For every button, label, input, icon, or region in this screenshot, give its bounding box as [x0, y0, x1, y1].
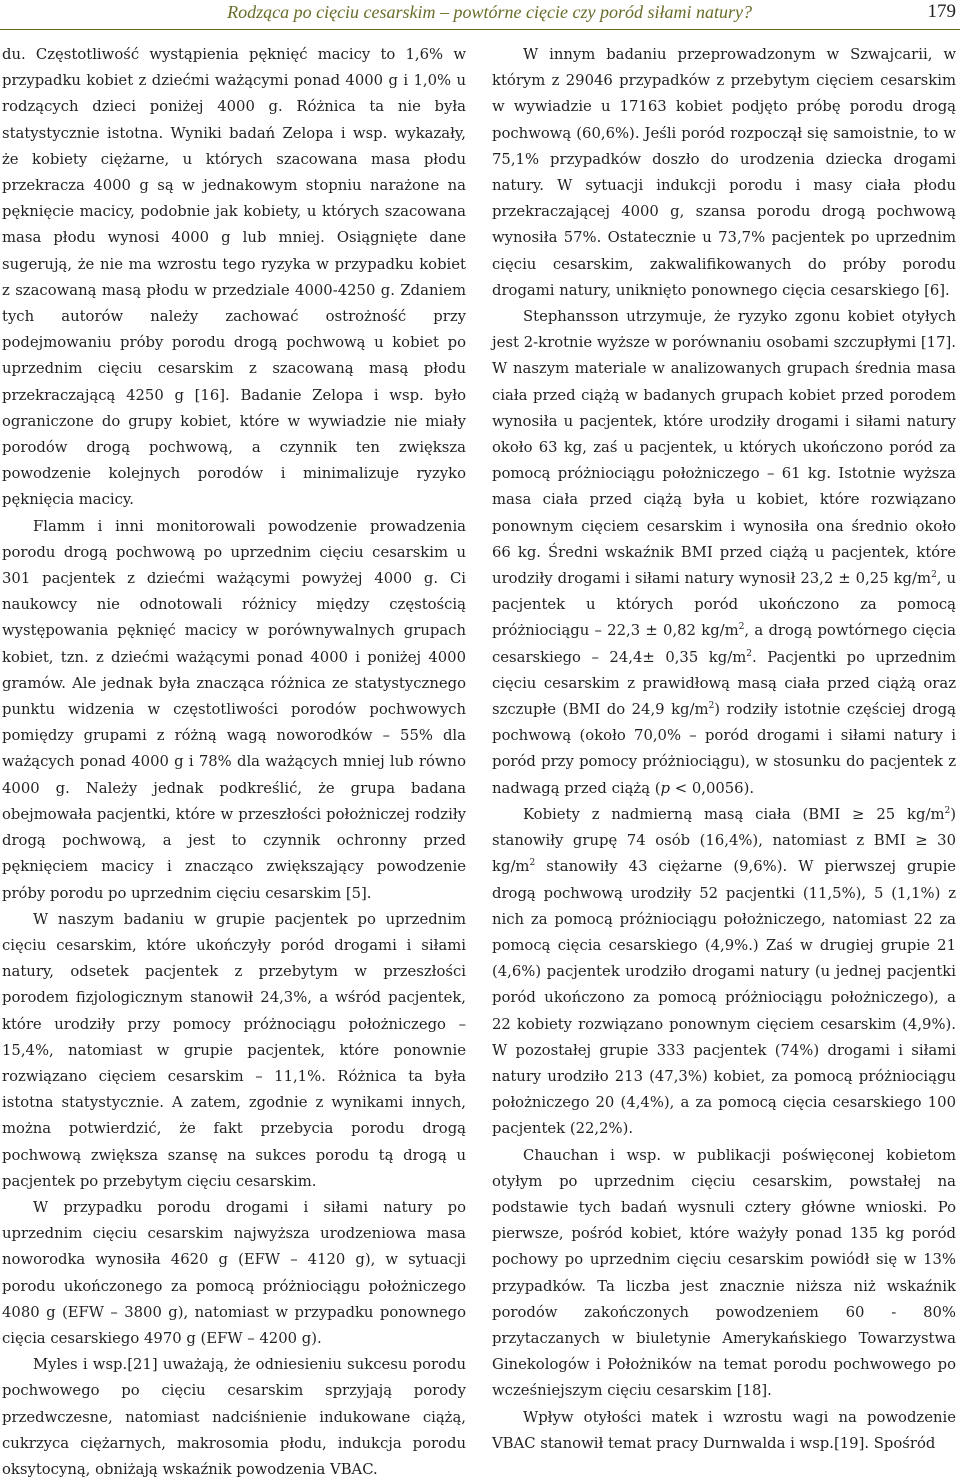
text-run: ) rodziły istotnie częściej drogą pochwową (około 70,0% – poród drogami i siłami natury i poród przy pomocy próżniociągu), w stosunku do pacjentek z nadwagą przed ciążą (	[492, 701, 956, 797]
paragraph-chauchan: Chauchan i wsp. w publikacji poświęconej kobietom otyłym po uprzednim cięciu cesarskim, powstałej na podstawie tych badań wysnuli cztery główne wnioski. Po pierwsze, pośród kobiet, które ważyły ponad 135 kg poród pochowy po uprzednim cięciu cesarskim powiódł się w 13% przypadków. Ta liczba jest znacznie niższa niż wskaźnik porodów zakończonych powodzeniem 60 - 80% przytaczanych w biuletynie Amerykańskiego Towarzystwa Ginekologów i Położników na temat porodu pochwowego po wcześniejszym cięciu cesarskim [18].	[492, 1146, 956, 1400]
superscript: 2	[931, 570, 937, 581]
page-number: 179	[927, 1, 956, 22]
text-run: Kobiety z nadmierną masą ciała (BMI ≥ 25 kg/m	[523, 805, 945, 823]
text-run: Stephansson utrzymuje, że ryzyko zgonu kobiet otyłych jest 2-krotnie wyższe w porównaniu osobami szczupłymi [17]. W naszym materiale w analizowanych grupach średnia masa ciała przed ciążą w badanych grupach kobiet przed porodem wynosiła u pacjentek, które urodziły drogami i siłami natury około 63 kg, zaś u pacjentek, u których ukończono poród za pomocą próżniociągu położniczego – 61 kg. Istotnie wyższa masa ciała przed ciążą była u kobiet, które rozwiązano ponownym cięciem cesarskim i wynosiła ona średnio około 66 kg. Średni wskaźnik BMI przed ciążą u pacjentek, które urodziły drogami i siłami natury wynosił 23,2 ± 0,25 kg/m	[492, 308, 956, 588]
superscript: 2	[708, 701, 715, 712]
text-run: < 0,0056).	[670, 779, 755, 797]
text-run: ) stanowiły grupę 74 osób (16,4%), natomiast z BMI ≥ 30 kg/m	[492, 805, 956, 876]
paragraph-birth-weight: W przypadku porodu drogami i siłami natury po uprzednim cięciu cesarskim najwyższa urodzeniowa masa noworodka wynosiła 4620 g (EFW – 4120 g), w sytuacji porodu ukończonego za pomocą próżniociągu położniczego 4080 g (EFW – 3800 g), natomiast w przypadku ponownego cięcia cesarskiego 4970 g (EFW – 4200 g).	[2, 1198, 466, 1347]
p-value-symbol: p	[660, 779, 671, 797]
paragraph-continued: du. Częstotliwość wystąpienia pęknięć macicy to 1,6% w przypadku kobiet z dziećmi ważącymi ponad 4000 g i 1,0% u rodzących dzieci poniżej 4000 g. Różnica ta nie była statystycznie istotna. Wyniki badań Zelopa i wsp. wykazały, że kobiety ciężarne, u których szacowana masa płodu przekracza 4000 g są w jednakowym stopniu narażone na pęknięcie macicy, podobnie jak kobiety, u których szacowana masa płodu wynosi 4000 g lub mniej. Osiągnięte dane sugerują, że nie ma wzrostu tego ryzyka w przypadku kobiet z szacowaną masą płodu w przedziale 4000-4250 g. Zdaniem tych autorów należy zachować ostrożność przy podejmowaniu próby porodu drogą pochwową u kobiet po uprzednim cięciu cesarskim z szacowaną masą płodu przekraczającą 4250 g [16]. Badanie Zelopa i wsp. było ograniczone do grupy kobiet, które w wywiadzie nie miały porodów drogą pochwową, a czynnik ten zwiększa powodzenie kolejnych porodów i minimalizuje ryzyko pęknięcia macicy.	[2, 46, 466, 509]
superscript: 2	[529, 858, 536, 869]
running-header	[0, 0, 960, 28]
text-run: . Pacjentki po uprzednim cięciu cesarskim z prawidłową masą ciała przed ciążą oraz szczupłe (BMI do 24,9 kg/m	[492, 648, 956, 719]
superscript: 2	[944, 805, 951, 816]
text-run: stanowiły 43 ciężarne (9,6%). W pierwszej grupie drogą pochwową urodziły 52 pacjentki (11,5%), 5 (1,1%) z nich za pomocą próżniociągu położniczego, natomiast 22 za pomocą cięcia cesarskiego (4,9%.) Zaś w drugiej grupie 21 (4,6%) pacjentek urodziło drogami natury (u jednej pacjentki poród ukończono za pomocą próżniociągu położniczego), a 22 kobiety rozwiązano ponownym cięciem cesarskim (4,9%). W pozostałej grupie 333 pacjentek (74%) drogami i siłami natury urodziło 213 (47,3%) kobiet, za pomocą próżniociągu położniczego 20 (4,4%), a za pomocą cięcia cesarskiego 100 pacjentek (22,2%).	[492, 858, 956, 1138]
paragraph-flamm: Flamm i inni monitorowali powodzenie prowadzenia porodu drogą pochwową po uprzednim cięciu cesarskim u 301 pacjentek z dziećmi ważącymi powyżej 4000 g. Ci naukowcy nie odnotowali różnicy między częstością występowania pęknięć macicy w porównywalnych grupach kobiet, tzn. z dziećmi ważącymi ponad 4000 i poniżej 4000 gramów. Ale jednak była znacząca różnica ze statystycznego punktu widzenia w częstotliwości porodów pochwowych pomiędzy grupami z różną wagą noworodków – 55% dla ważących ponad 4000 g i 78% dla ważących mniej lub równo 4000 g. Należy jednak podkreślić, że grupa badana obejmowała pacjentki, które w przeszłości położniczej rodziły drogą pochwową, a jest to czynnik ochronny przed pęknięciem macicy i znacząco zwiększający powodzenie próby porodu po uprzednim cięciu cesarskim [5].	[2, 517, 466, 902]
paragraph-stephansson	[492, 304, 956, 802]
superscript: 2	[738, 622, 745, 633]
paragraph-durnwald: Wpływ otyłości matek i wzrostu wagi na powodzenie VBAC stanowił temat pracy Durnwalda i wsp.[19]. Spośród	[492, 1408, 956, 1452]
left-column	[2, 42, 466, 1483]
text-run: , a drogą powtórnego cięcia cesarskiego – 24,4± 0,35 kg/m	[492, 622, 956, 666]
paragraph-own-study: W naszym badaniu w grupie pacjentek po uprzednim cięciu cesarskim, które ukończyły poród drogami i siłami natury, odsetek pacjentek z przebytym w przeszłości porodem fizjologicznym stanowił 24,3%, a wśród pacjentek, które urodziły przy pomocy próżnociągu położniczego – 15,4%, natomiast w grupie pacjentek, które ponownie rozwiązano cięciem cesarskim – 11,1%. Różnica ta była istotna statystycznie. A zatem, zgodnie z wynikami innych, można potwierdzić, że fakt przebycia porodu drogą pochwową zwiększa szansę na sukces porodu tą drogą u pacjentek po przebytym cięciu cesarskim.	[2, 910, 466, 1190]
running-header-title: Rodząca po cięciu cesarskim – powtórne cięcie czy poród siłami natury?	[227, 2, 752, 22]
paragraph-myles: Myles i wsp.[21] uważają, że odniesieniu sukcesu porodu pochwowego po cięciu cesarskim sprzyjają porody przedwczesne, natomiast nadciśnienie indukowane ciążą, cukrzyca ciężarnych, makrosomia płodu, indukcja porodu oksytocyną, obniżają wskaźnik powodzenia VBAC.	[2, 1356, 466, 1478]
right-column	[492, 42, 956, 1457]
superscript: 2	[746, 648, 752, 659]
text-run: , u pacjentek u których poród ukończono za pomocą próżniociągu – 22,3 ± 0,82 kg/m	[492, 570, 957, 640]
paragraph-switzerland: W innym badaniu przeprowadzonym w Szwajcarii, w którym z 29046 przypadków z przebytym cięciem cesarskim w wywiadzie u 17163 kobiet podjęto próbę porodu drogą pochwową (60,6%). Jeśli poród rozpoczął się samoistnie, to w 75,1% przypadków doszło do urodzenia dziecka drogami natury. W sytuacji indukcji porodu i masy ciała płodu przekraczającej 4000 g, szansa porodu drogą pochwową wynosiła 57%. Ostatecznie u 73,7% pacjentek po uprzednim cięciu cesarskim, zakwalifikowanych do próby porodu drogami natury, uniknięto ponownego cięcia cesarskiego [6].	[492, 46, 956, 299]
header-divider	[0, 29, 960, 30]
paragraph-bmi-groups	[492, 802, 956, 1143]
